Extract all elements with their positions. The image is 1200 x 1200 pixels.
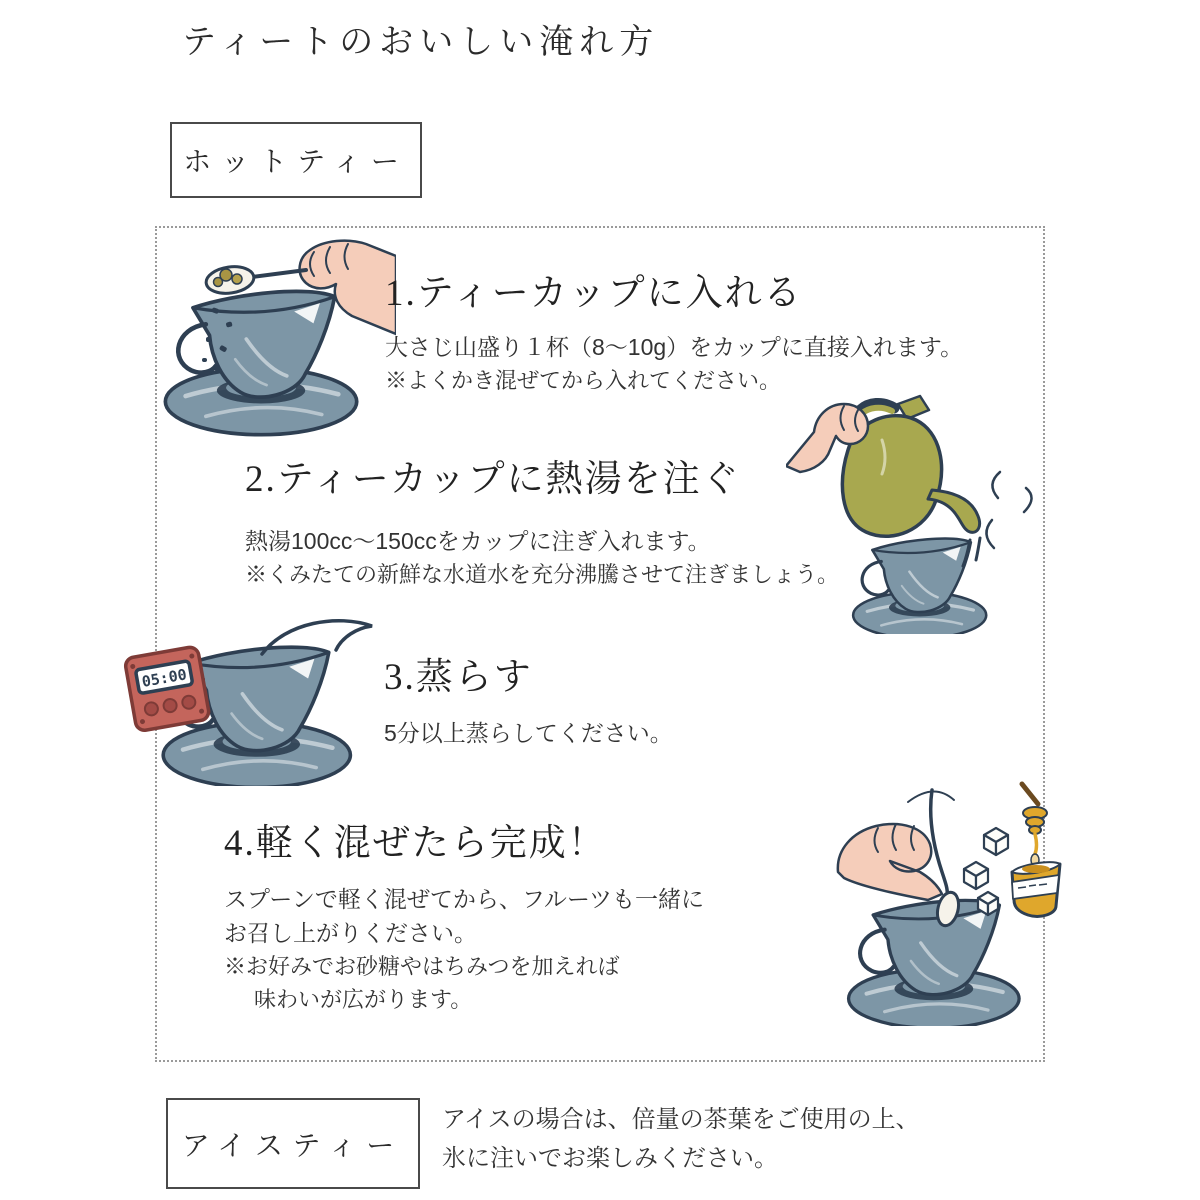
step4-note-line1: ※お好みでお砂糖やはちみつを加えれば <box>224 954 620 980</box>
step2-illustration <box>786 392 1044 634</box>
step2-heading: 2.ティーカップに熱湯を注ぐ <box>245 459 741 500</box>
step2-text <box>245 458 839 591</box>
step4-body-line2: お召し上がりください。 <box>224 920 477 947</box>
iced-tea-text-line1: アイスの場合は、倍量の茶葉をご使用の上、 <box>442 1106 920 1133</box>
teacup-icon <box>849 900 1020 1026</box>
step4-note-line2: 味わいが広がります。 <box>254 987 473 1013</box>
steam-icon <box>986 472 1031 548</box>
honey-jar-icon <box>1012 862 1060 916</box>
step1-heading: 1.ティーカップに入れる <box>385 273 803 314</box>
step1-note: ※よくかき混ぜてから入れてください。 <box>385 368 782 394</box>
step3-illustration <box>110 614 386 786</box>
kitchen-timer-icon <box>124 646 210 732</box>
step3-text <box>384 656 673 750</box>
step2-body: 熱湯100cc～150ccをカップに注ぎ入れます。 <box>245 528 711 555</box>
hot-tea-label-box <box>170 122 422 198</box>
page-title: ティートのおいしい淹れ方 <box>182 24 660 61</box>
hot-tea-label: ホットティー <box>183 147 409 178</box>
iced-tea-label: アイスティー <box>181 1130 405 1162</box>
step1-illustration <box>156 238 396 443</box>
timer-display: 05:00 <box>140 665 189 691</box>
teacup-icon <box>165 291 356 434</box>
step4-text <box>224 822 704 1016</box>
iced-tea-text-line2: 氷に注いでお楽しみください。 <box>442 1145 778 1172</box>
step1-text <box>385 272 963 397</box>
step4-illustration <box>826 776 1070 1026</box>
honey-dipper-icon <box>1022 784 1047 866</box>
step3-heading: 3.蒸らす <box>384 657 533 698</box>
step2-note: ※くみたての新鮮な水道水を充分沸騰させて注ぎましょう。 <box>245 562 840 588</box>
step3-body: 5分以上蒸らしてください。 <box>384 720 673 747</box>
step1-body: 大さじ山盛り１杯（8～10g）をカップに直接入れます。 <box>385 334 964 361</box>
iced-tea-text <box>442 1100 920 1178</box>
step4-body-line1: スプーンで軽く混ぜてから、フルーツも一緒に <box>224 886 705 913</box>
iced-tea-label-box <box>166 1098 420 1189</box>
step4-heading: 4.軽く混ぜたら完成！ <box>224 823 607 864</box>
